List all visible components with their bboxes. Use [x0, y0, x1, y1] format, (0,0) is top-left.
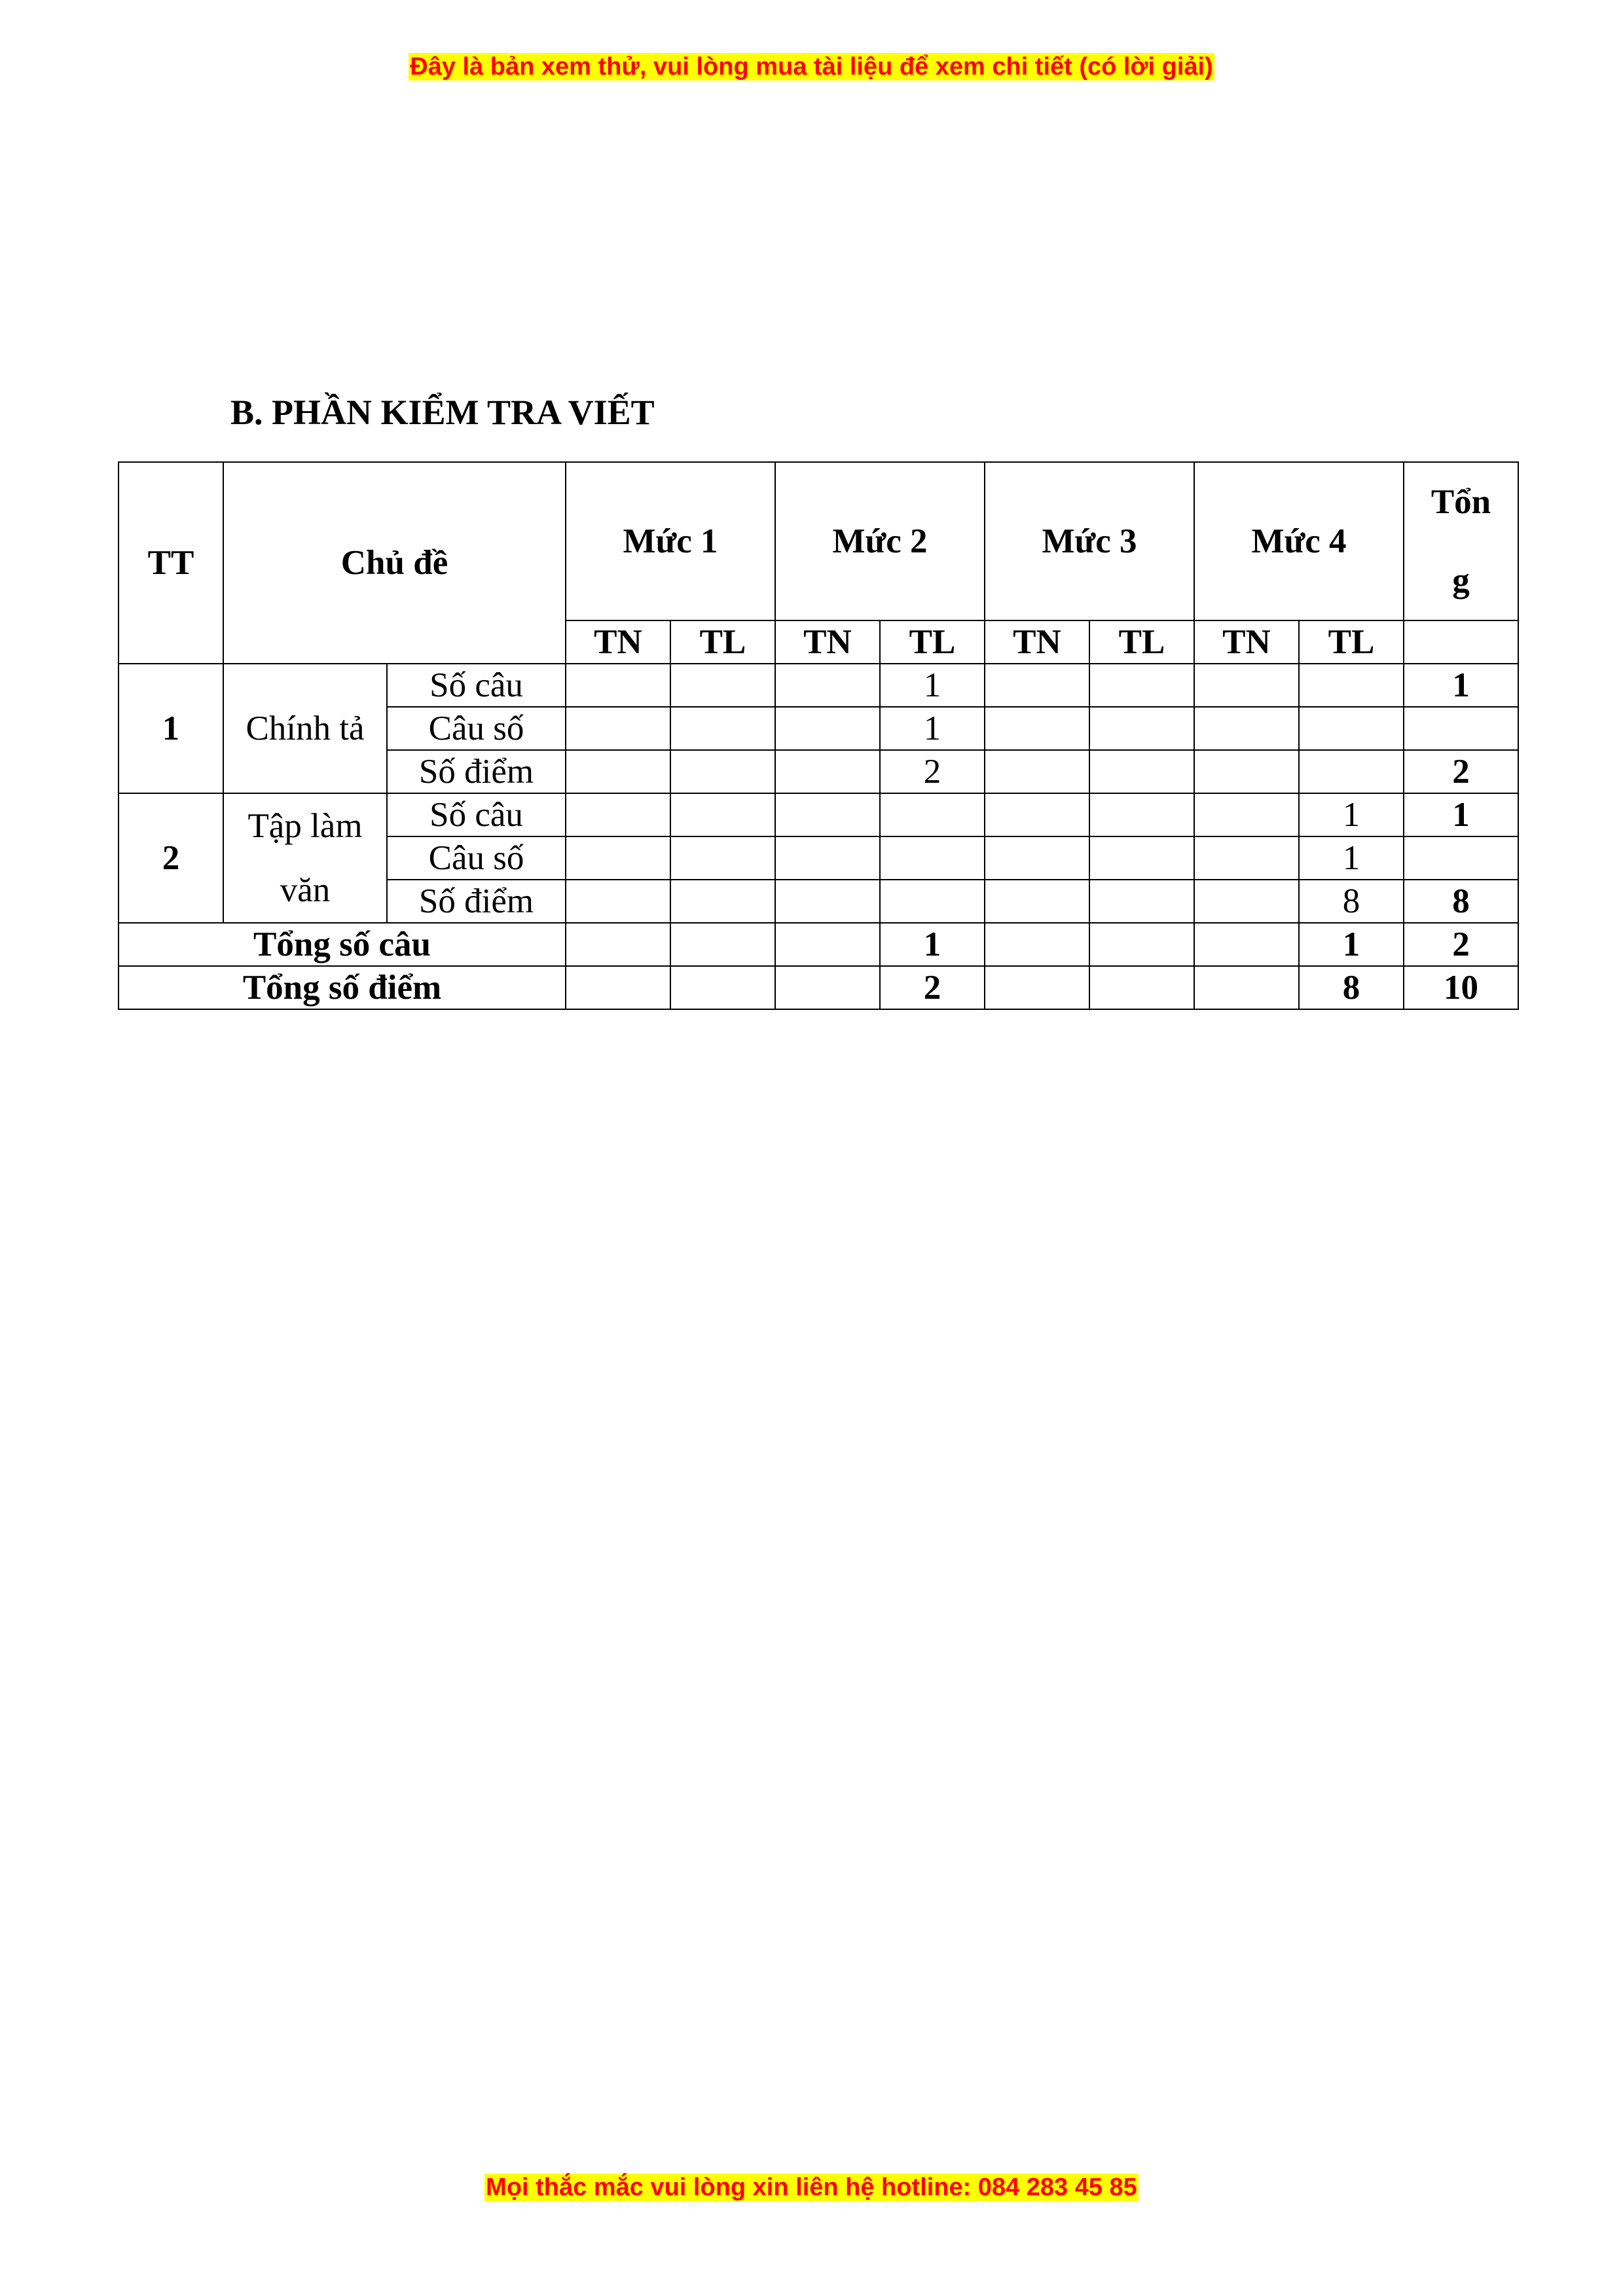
header-sub-tl: TL [1299, 620, 1404, 664]
table-cell [880, 793, 985, 836]
table-cell [566, 707, 670, 750]
table-cell [775, 836, 880, 880]
summary-cell [1194, 966, 1299, 1009]
table-cell [566, 664, 670, 707]
header-sub-tn: TN [1194, 620, 1299, 664]
header-total: Tổng [1404, 462, 1518, 620]
summary-cell [670, 923, 775, 966]
table-cell [880, 880, 985, 923]
table-cell [1194, 793, 1299, 836]
table-cell: 8 [1299, 880, 1404, 923]
table-cell [985, 793, 1089, 836]
header-sub-tl: TL [1089, 620, 1194, 664]
table-cell [566, 793, 670, 836]
table-cell [985, 880, 1089, 923]
row-label: Số điểm [387, 880, 566, 923]
summary-cell [566, 966, 670, 1009]
header-sub-tn: TN [566, 620, 670, 664]
header-total-blank [1404, 620, 1518, 664]
table-cell [985, 750, 1089, 793]
summary-cell [775, 923, 880, 966]
row-total: 1 [1404, 793, 1518, 836]
summary-cell [670, 966, 775, 1009]
summary-cell [1089, 966, 1194, 1009]
test-matrix-table [118, 461, 1519, 1010]
table-cell [1194, 880, 1299, 923]
row-label: Câu số [387, 707, 566, 750]
summary-cell [566, 923, 670, 966]
table-cell [1089, 880, 1194, 923]
summary-label: Tổng số câu [119, 923, 566, 966]
table-cell [775, 707, 880, 750]
summary-cell: 2 [880, 966, 985, 1009]
summary-cell [1194, 923, 1299, 966]
table-cell [1194, 707, 1299, 750]
group-topic: Chính tả [223, 664, 387, 793]
table-cell [670, 750, 775, 793]
table-cell [1194, 836, 1299, 880]
table-cell [1299, 664, 1404, 707]
summary-row [119, 966, 1518, 1009]
summary-total: 10 [1404, 966, 1518, 1009]
summary-cell [1089, 923, 1194, 966]
row-label: Số câu [387, 664, 566, 707]
row-total: 1 [1404, 664, 1518, 707]
table-cell: 1 [880, 664, 985, 707]
header-level-1: Mức 1 [566, 462, 775, 620]
table-cell [985, 707, 1089, 750]
summary-cell: 1 [880, 923, 985, 966]
table-cell [670, 664, 775, 707]
table-cell [670, 707, 775, 750]
summary-cell [985, 923, 1089, 966]
table-cell [566, 750, 670, 793]
table-cell [1299, 750, 1404, 793]
header-tt: TT [119, 462, 223, 664]
preview-notice-banner [0, 51, 1623, 82]
row-total [1404, 707, 1518, 750]
row-total: 2 [1404, 750, 1518, 793]
header-sub-tn: TN [775, 620, 880, 664]
table-cell [985, 664, 1089, 707]
table-cell [566, 880, 670, 923]
header-sub-tl: TL [670, 620, 775, 664]
preview-notice-text: Đây là bản xem thử, vui lòng mua tài liệu để xem chi tiết (có lời giải) [410, 53, 1213, 81]
table-cell [1089, 707, 1194, 750]
table-cell [985, 836, 1089, 880]
hotline-banner [0, 2172, 1623, 2203]
table-cell [1089, 664, 1194, 707]
header-sub-tn: TN [985, 620, 1089, 664]
row-label: Số điểm [387, 750, 566, 793]
table-cell [775, 880, 880, 923]
table-cell [775, 793, 880, 836]
table-cell: 1 [1299, 793, 1404, 836]
header-sub-tl: TL [880, 620, 985, 664]
hotline-text: Mọi thắc mắc vui lòng xin liên hệ hotline: 084 283 45 85 [486, 2174, 1137, 2201]
table-cell [1194, 750, 1299, 793]
group-number: 1 [119, 664, 223, 793]
table-cell [670, 836, 775, 880]
table-cell [670, 793, 775, 836]
header-level-4: Mức 4 [1194, 462, 1404, 620]
table-row [119, 664, 1518, 707]
table-cell [1299, 707, 1404, 750]
group-number: 2 [119, 793, 223, 923]
table-cell [670, 880, 775, 923]
table-cell [1194, 664, 1299, 707]
summary-cell: 8 [1299, 966, 1404, 1009]
summary-cell [775, 966, 880, 1009]
table-cell [1089, 793, 1194, 836]
header-level-3: Mức 3 [985, 462, 1194, 620]
table-cell [880, 836, 985, 880]
summary-row [119, 923, 1518, 966]
table-cell [1089, 836, 1194, 880]
row-total [1404, 836, 1518, 880]
table-cell [566, 836, 670, 880]
row-label: Số câu [387, 793, 566, 836]
summary-cell [985, 966, 1089, 1009]
table-cell: 1 [1299, 836, 1404, 880]
row-label: Câu số [387, 836, 566, 880]
table-cell [1089, 750, 1194, 793]
table-cell [775, 664, 880, 707]
summary-label: Tổng số điểm [119, 966, 566, 1009]
header-topic: Chủ đề [223, 462, 566, 664]
table-cell: 2 [880, 750, 985, 793]
table-row [119, 793, 1518, 836]
row-total: 8 [1404, 880, 1518, 923]
table-cell [775, 750, 880, 793]
table-cell: 1 [880, 707, 985, 750]
group-topic: Tập làm văn [223, 793, 387, 923]
header-level-2: Mức 2 [775, 462, 985, 620]
header-row-levels [119, 462, 1518, 620]
summary-cell: 1 [1299, 923, 1404, 966]
section-title: B. PHẦN KIỂM TRA VIẾT [230, 393, 655, 432]
summary-total: 2 [1404, 923, 1518, 966]
